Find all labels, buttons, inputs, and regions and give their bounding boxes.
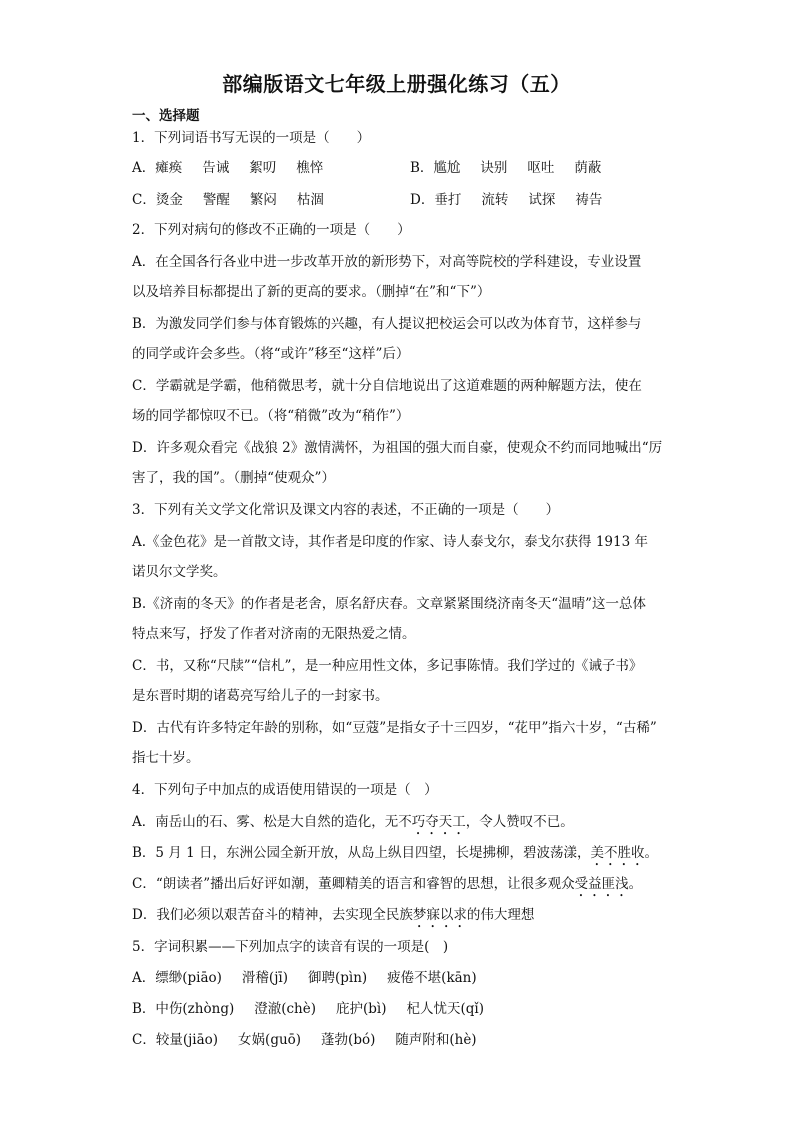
sentence-text: C．“朗读者”播出后好评如潮，董卿精美的语言和睿智的思想，让很多观众: [132, 876, 575, 892]
question-3-option-a[interactable]: A.《金色花》是一首散文诗，其作者是印度的作家、诗人泰戈尔，泰戈尔获得 1913 年: [132, 534, 648, 550]
document-title: 部编版语文七年级上册强化练习（五）: [222, 72, 571, 96]
question-3-option-c-cont: 是东晋时期的诸葛亮写给儿子的一封家书。: [132, 688, 389, 704]
question-4-option-d[interactable]: [132, 905, 534, 931]
question-3-option-c[interactable]: C．书，又称“尺牍”“信札”，是一种应用性文体，多记事陈情。我们学过的《诫子书》: [132, 658, 643, 674]
question-1-option-a[interactable]: [132, 158, 323, 178]
question-3-option-a-cont: 诺贝尔文学奖。: [132, 564, 227, 580]
dotted-idiom: 梦寐以求: [412, 907, 467, 923]
option-word: 警醒: [202, 192, 230, 208]
question-5-option-c[interactable]: [132, 1030, 477, 1050]
option-word: A．瘫痪: [132, 160, 183, 176]
question-5-option-a[interactable]: [132, 968, 477, 988]
option-word: 蓬勃(bó): [321, 1032, 376, 1048]
question-3-option-d-cont: 指七十岁。: [132, 750, 200, 766]
option-word: 告诫: [202, 160, 230, 176]
question-2-option-d[interactable]: D．许多观众看完《战狼 2》激情满怀，为祖国的强大而自豪，使观众不约而同地喊出“厉: [132, 440, 663, 456]
question-3-option-b[interactable]: B.《济南的冬天》的作者是老舍，原名舒庆春。文章紧紧围绕济南冬天“温晴”这一总体: [132, 596, 647, 612]
sentence-text: 。: [628, 876, 643, 892]
option-word: 流转: [481, 192, 509, 208]
option-word: 御聘(pìn): [307, 970, 368, 986]
option-word: 祷告: [575, 192, 603, 208]
question-4-option-b[interactable]: [132, 843, 658, 869]
question-1-option-c[interactable]: [132, 190, 324, 210]
question-2-option-a[interactable]: A．在全国各行各业中进一步改革开放的新形势下，对高等院校的学科建设，专业设置: [132, 254, 642, 270]
option-word: 疲倦不堪(kān): [387, 970, 477, 986]
sentence-text: 。: [644, 845, 658, 861]
question-4-stem: 4．下列句子中加点的成语使用错误的一项是（ ）: [132, 782, 438, 798]
option-word: 絮叨: [249, 160, 277, 176]
option-word: 随声附和(hè): [395, 1032, 477, 1048]
option-word: 澄澈(chè): [254, 1001, 317, 1017]
option-word: 试探: [528, 192, 556, 208]
option-word: B．尴尬: [410, 160, 461, 176]
option-word: C．较量(jiāo): [132, 1032, 219, 1048]
dotted-idiom: 巧夺天工: [411, 814, 466, 830]
question-4-option-a[interactable]: [132, 812, 574, 838]
option-word: C．烫金: [132, 192, 183, 208]
question-5-stem: 5．字词积累——下列加点字的读音有误的一项是( ): [132, 939, 449, 955]
question-2-option-a-cont: 以及培养目标都提出了新的更高的要求。（删掉“在”和“下”）: [132, 284, 491, 300]
section-heading: 一、选择题: [132, 108, 200, 124]
question-1-option-d[interactable]: [410, 190, 602, 210]
question-5-option-b[interactable]: [132, 999, 484, 1019]
option-word: B．中伤(zhòng): [132, 1001, 235, 1017]
option-word: 诀别: [480, 160, 508, 176]
option-word: 荫蔽: [574, 160, 602, 176]
question-4-option-c[interactable]: [132, 874, 642, 900]
option-word: 繁闷: [249, 192, 277, 208]
sentence-text: B．5 月 1 日，东洲公园全新开放，从岛上纵目四望，长堤拂柳，碧波荡漾，: [132, 845, 591, 861]
sentence-text: ，令人赞叹不已。: [465, 814, 574, 830]
sentence-text: 的伟大理想: [466, 907, 535, 923]
option-word: A．缥缈(piāo): [132, 970, 222, 986]
question-2-stem: 2．下列对病句的修改不正确的一项是（ ）: [132, 222, 411, 238]
dotted-idiom: 美不胜收: [590, 845, 645, 861]
option-word: 庇护(bì): [336, 1001, 387, 1017]
dotted-idiom: 受益匪浅: [574, 876, 629, 892]
option-word: D．垂打: [410, 192, 462, 208]
question-2-option-c[interactable]: C．学霸就是学霸，他稍微思考，就十分自信地说出了这道难题的两种解题方法，使在: [132, 378, 642, 394]
option-word: 杞人忧天(qǐ): [406, 1001, 485, 1017]
sentence-text: A．南岳山的石、雾、松是大自然的造化，无不: [132, 814, 412, 830]
sentence-text: D．我们必须以艰苦奋斗的精神，去实现全民族: [132, 907, 413, 923]
question-3-stem: 3．下列有关文学文化常识及课文内容的表述，不正确的一项是（ ）: [132, 502, 560, 518]
option-word: 樵悴: [296, 160, 324, 176]
option-word: 女娲(guō): [238, 1032, 302, 1048]
question-2-option-b[interactable]: B．为激发同学们参与体育锻炼的兴趣，有人提议把校运会可以改为体育节，这样参与: [132, 316, 642, 332]
question-2-option-d-cont: 害了，我的国”。（删掉“使观众”）: [132, 470, 335, 486]
question-3-option-b-cont: 特点来写，抒发了作者对济南的无限热爱之情。: [132, 626, 416, 642]
question-1-option-b[interactable]: [410, 158, 601, 178]
question-1-stem: 1．下列词语书写无误的一项是（ ）: [132, 130, 371, 146]
question-3-option-d[interactable]: D．古代有许多特定年龄的别称，如“豆蔻”是指女子十三四岁，“花甲”指六十岁，“古稀”: [132, 720, 657, 736]
option-word: 枯涸: [296, 192, 324, 208]
question-2-option-c-cont: 场的同学都惊叹不已。（将“稍微”改为“稍作”）: [132, 408, 410, 424]
question-2-option-b-cont: 的同学或许会多些。（将“或许”移至“这样”后）: [132, 346, 410, 362]
option-word: 呕吐: [527, 160, 555, 176]
option-word: 滑稽(jī): [241, 970, 288, 986]
